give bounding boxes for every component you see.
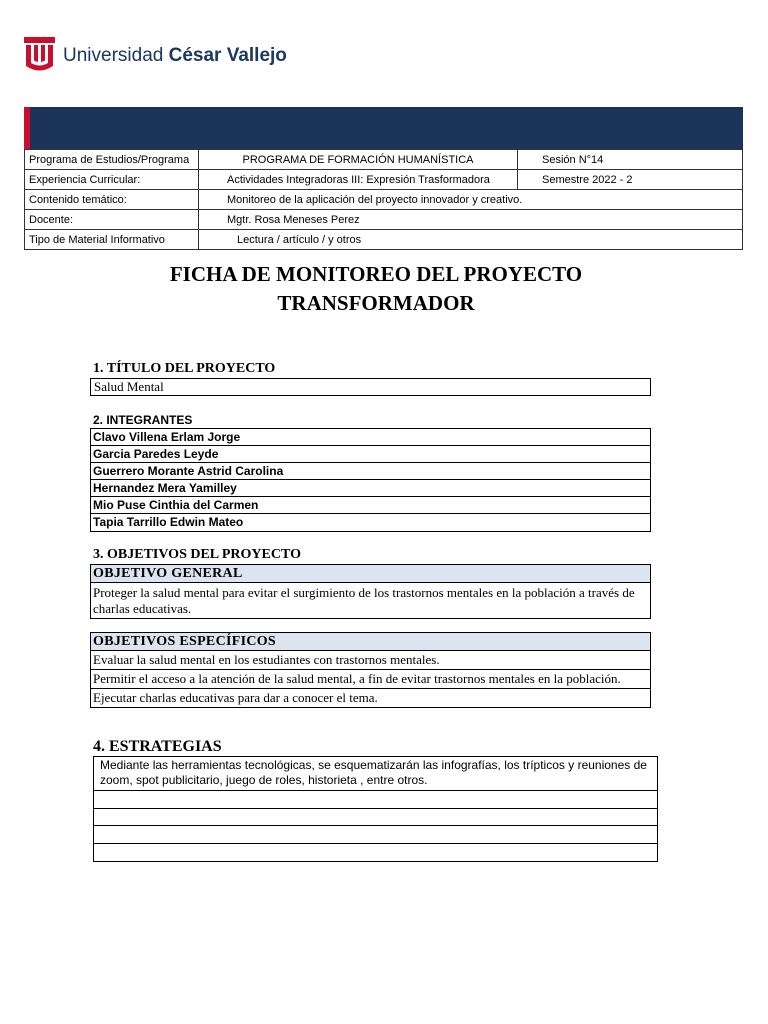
empty-row bbox=[94, 844, 657, 862]
header-banner bbox=[24, 107, 743, 149]
table-cell: Lectura / artículo / y otros bbox=[199, 230, 743, 250]
table-cell: Semestre 2022 - 2 bbox=[518, 170, 743, 190]
list-item: Clavo Villena Erlam Jorge bbox=[91, 429, 650, 446]
table-cell: Monitoreo de la aplicación del proyecto innovador y creativo. bbox=[199, 190, 743, 210]
table-cell: Tipo de Material Informativo bbox=[25, 230, 199, 250]
specific-objectives-box bbox=[90, 632, 651, 708]
table-cell: Experiencia Curricular: bbox=[25, 170, 199, 190]
general-objective-text: Proteger la salud mental para evitar el surgimiento de los trastornos mentales en la población a través de charlas educativas. bbox=[93, 585, 635, 616]
strategies-box bbox=[93, 756, 658, 862]
empty-row bbox=[94, 791, 657, 809]
general-objective-heading: OBJETIVO GENERAL bbox=[91, 565, 650, 583]
list-item: Guerrero Morante Astrid Carolina bbox=[91, 463, 650, 480]
table-cell: Docente: bbox=[25, 210, 199, 230]
table-cell: Programa de Estudios/Programa bbox=[25, 150, 199, 170]
specific-objectives-heading: OBJETIVOS ESPECÍFICOS bbox=[91, 633, 650, 651]
list-item: Garcia Paredes Leyde bbox=[91, 446, 650, 463]
section-heading: 3. OBJETIVOS DEL PROYECTO bbox=[93, 547, 301, 562]
project-title-box: Salud Mental bbox=[90, 378, 651, 396]
table-row bbox=[25, 210, 743, 230]
members-list bbox=[90, 428, 651, 532]
section-heading: 4. ESTRATEGIAS bbox=[93, 738, 222, 755]
list-item: Ejecutar charlas educativas para dar a conocer el tema. bbox=[93, 690, 378, 705]
table-cell: Contenido temático: bbox=[25, 190, 199, 210]
table-row bbox=[25, 190, 743, 210]
list-item: Evaluar la salud mental en los estudiantes con trastornos mentales. bbox=[91, 651, 650, 670]
table-row bbox=[25, 170, 743, 190]
table-cell: Mgtr. Rosa Meneses Perez bbox=[199, 210, 743, 230]
empty-row bbox=[94, 809, 657, 827]
table-cell: PROGRAMA DE FORMACIÓN HUMANÍSTICA bbox=[199, 150, 518, 170]
list-item: Mio Puse Cinthia del Carmen bbox=[91, 497, 650, 514]
course-info-table bbox=[24, 149, 743, 250]
table-row bbox=[25, 230, 743, 250]
list-item: Permitir el acceso a la atención de la salud mental, a fin de evitar trastornos mentales en la población. bbox=[91, 670, 650, 689]
ucv-shield-icon bbox=[24, 37, 55, 75]
strategies-text: Mediante las herramientas tecnológicas, se esquematizarán las infografías, los trípticos y reuniones de zoom, spot publicitario, juego de roles, historieta , entre otros. bbox=[94, 757, 657, 791]
table-cell: Sesión N°14 bbox=[518, 150, 743, 170]
university-logo bbox=[24, 36, 287, 76]
document-title: FICHA DE MONITOREO DEL PROYECTO TRANSFORMADOR bbox=[169, 262, 583, 315]
empty-row bbox=[94, 826, 657, 844]
section-heading: 1. TÍTULO DEL PROYECTO bbox=[93, 361, 276, 376]
list-item: Tapia Tarrillo Edwin Mateo bbox=[93, 515, 244, 529]
table-cell: Actividades Integradoras III: Expresión Trasformadora bbox=[199, 170, 518, 190]
section-heading: 2. INTEGRANTES bbox=[93, 413, 193, 427]
list-item: Hernandez Mera Yamilley bbox=[91, 480, 650, 497]
university-name: Universidad César Vallejo bbox=[63, 45, 287, 66]
table-row bbox=[25, 150, 743, 170]
general-objective-box bbox=[90, 564, 651, 619]
